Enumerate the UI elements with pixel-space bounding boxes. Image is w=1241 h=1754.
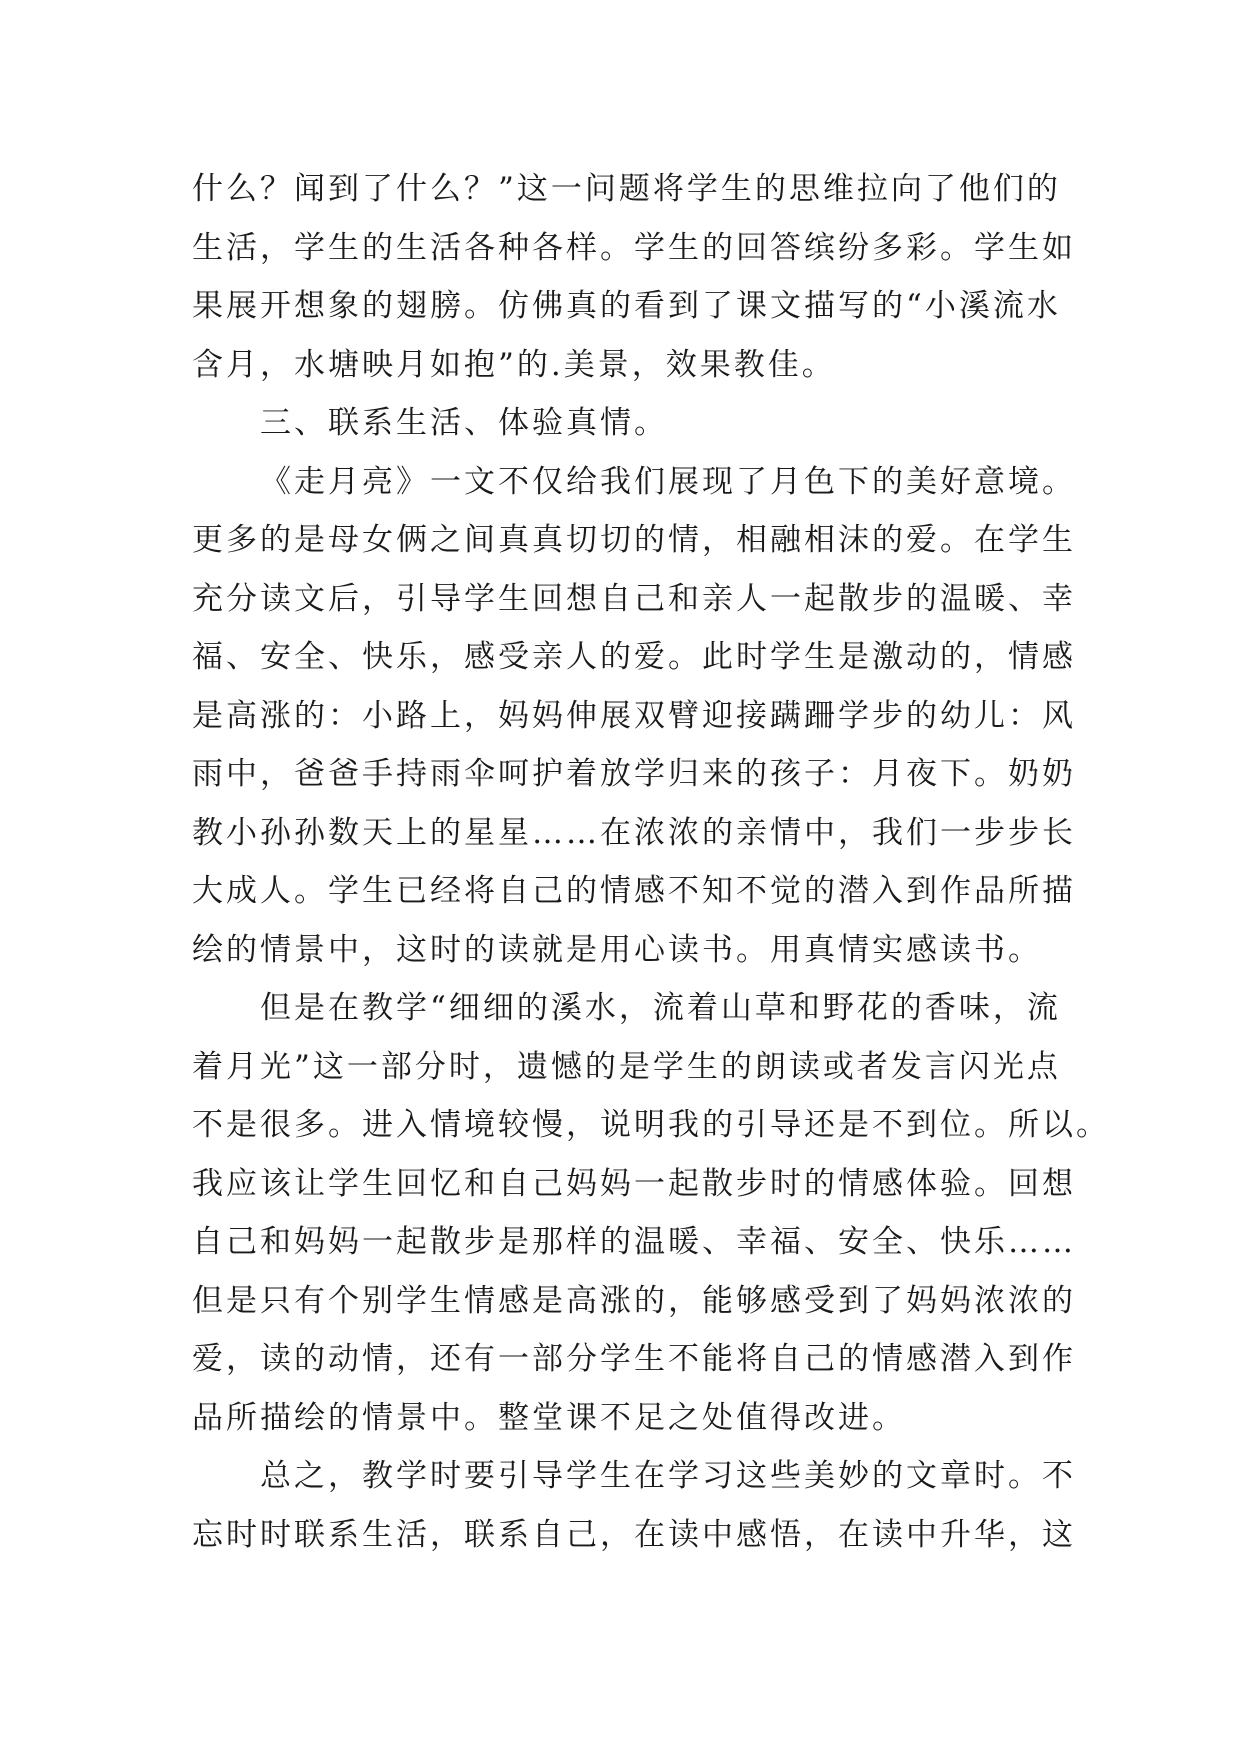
text-line: 品所描绘的情景中。整堂课不足之处值得改进。 [192, 1399, 906, 1436]
document-body [192, 160, 1110, 1564]
text-line: 但是只有个别学生情感是高涨的，能够感受到了妈妈浓浓的 [192, 1282, 1076, 1319]
text-line: 生活，学生的生活各种各样。学生的回答缤纷多彩。学生如 [192, 229, 1076, 266]
text-line: 含月，水塘映月如抱”的.美景，效果教佳。 [192, 346, 836, 383]
text-line: 福、安全、快乐，感受亲人的爱。此时学生是激动的，情感 [192, 639, 1076, 675]
text-line: 什么？闻到了什么？”这一问题将学生的思维拉向了他们的 [192, 171, 1061, 207]
text-line: 我应该让学生回忆和自己妈妈一起散步时的情感体验。回想 [192, 1165, 1076, 1202]
text-line: 总之，教学时要引导学生在学习这些美妙的文章时。不 [260, 1458, 1076, 1494]
text-line: 果展开想象的翅膀。仿佛真的看到了课文描写的“小溪流水 [192, 288, 1061, 324]
text-line: 大成人。学生已经将自己的情感不知不觉的潜入到作品所描 [192, 873, 1076, 909]
text-line: 教小孙孙数天上的星星……在浓浓的亲情中，我们一步步长 [192, 814, 1076, 851]
text-line: 但是在教学“细细的溪水，流着山草和野花的香味，流 [260, 990, 1061, 1026]
text-line: 《走月亮》一文不仅给我们展现了月色下的美好意境。 [260, 463, 1076, 500]
text-line: 着月光”这一部分时，遗憾的是学生的朗读或者发言闪光点 [192, 1048, 1061, 1085]
text-line: 不是很多。进入情境较慢，说明我的引导还是不到位。所以。 [192, 1107, 1110, 1143]
text-line: 充分读文后，引导学生回想自己和亲人一起散步的温暖、幸 [192, 580, 1076, 617]
text-line: 三、联系生活、体验真情。 [260, 405, 668, 441]
text-line: 雨中，爸爸手持雨伞呵护着放学归来的孩子：月夜下。奶奶 [192, 756, 1076, 792]
text-line: 爱，读的动情，还有一部分学生不能将自己的情感潜入到作 [192, 1341, 1076, 1377]
text-line: 绘的情景中，这时的读就是用心读书。用真情实感读书。 [192, 931, 1042, 968]
text-line: 更多的是母女俩之间真真切切的情，相融相沫的爱。在学生 [192, 522, 1076, 558]
text-line: 忘时时联系生活，联系自己，在读中感悟，在读中升华，这 [192, 1516, 1076, 1553]
text-line: 是高涨的：小路上，妈妈伸展双臂迎接蹒跚学步的幼儿：风 [192, 697, 1076, 734]
text-line: 自己和妈妈一起散步是那样的温暖、幸福、安全、快乐…… [192, 1224, 1076, 1260]
